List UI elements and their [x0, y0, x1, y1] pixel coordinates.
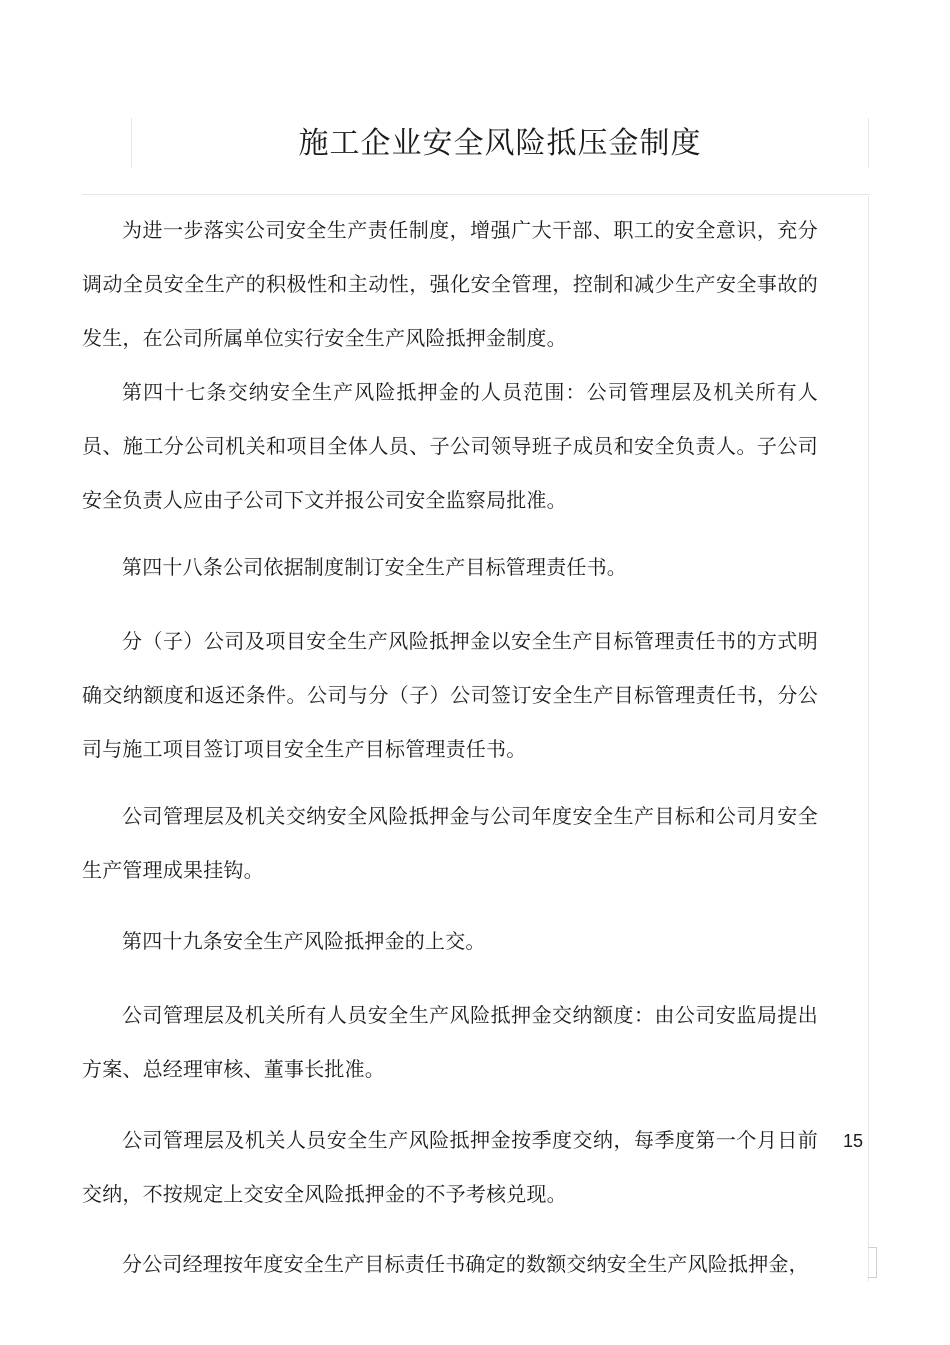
paragraph-quarterly-payment: 公司管理层及机关人员安全生产风险抵押金按季度交纳，每季度第一个月日前交纳，不按规定上交安全风险抵押金的不予考核兑现。 — [82, 1128, 818, 1206]
paragraph-intro: 为进一步落实公司安全生产责任制度，增强广大干部、职工的安全意识，充分调动全员安全生产的积极性和主动性，强化安全管理，控制和减少生产安全事故的发生，在公司所属单位实行安全生产风险抵押金制度。 — [82, 218, 818, 350]
frame-corner-mark — [868, 1277, 877, 1278]
page-number: 15 — [843, 1131, 864, 1151]
paragraph-management-deposit: 公司管理层及机关交纳安全风险抵押金与公司年度安全生产目标和公司月安全生产管理成果挂钩。 — [82, 804, 818, 882]
frame-line — [82, 194, 870, 195]
page-title: 施工企业安全风险抵压金制度 — [298, 126, 702, 161]
paragraph-deposit-amount: 公司管理层及机关所有人员安全生产风险抵押金交纳额度：由公司安监局提出方案、总经理审核、董事长批准。 — [82, 1003, 818, 1081]
paragraph-article-48: 第四十八条公司依据制度制订安全生产目标管理责任书。 — [122, 555, 627, 579]
frame-line — [868, 196, 869, 1281]
paragraph-article-47: 第四十七条交纳安全生产风险抵押金的人员范围：公司管理层及机关所有人员、施工分公司机关和项目全体人员、子公司领导班子成员和安全负责人。子公司安全负责人应由子公司下文并报公司安全监察局批准。 — [82, 380, 818, 512]
frame-corner-mark — [876, 1247, 877, 1277]
paragraph-article-49: 第四十九条安全生产风险抵押金的上交。 — [122, 929, 486, 953]
paragraph-branch-manager: 分公司经理按年度安全生产目标责任书确定的数额交纳安全生产风险抵押金， — [122, 1252, 809, 1276]
paragraph-responsibility-letter: 分（子）公司及项目安全生产风险抵押金以安全生产目标管理责任书的方式明确交纳额度和返还条件。公司与分（子）公司签订安全生产目标管理责任书，分公司与施工项目签订项目安全生产目标管理责任书。 — [82, 629, 818, 761]
